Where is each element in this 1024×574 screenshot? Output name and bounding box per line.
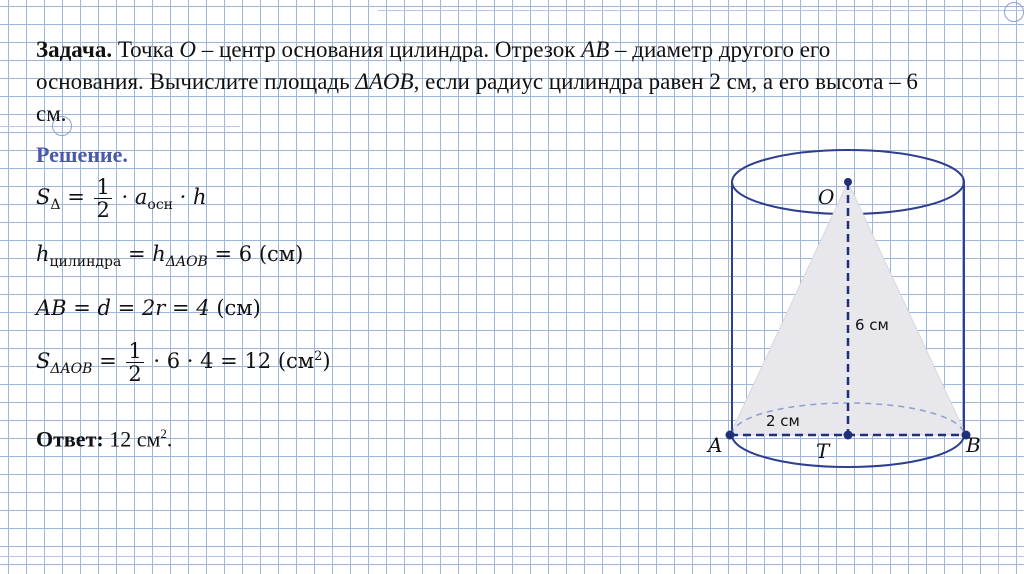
page-border-right xyxy=(998,0,999,574)
formula-unit: (см xyxy=(277,349,315,373)
formula-subscript: ΔAOB xyxy=(165,254,208,271)
formula-term: AB = d = 2r = 4 xyxy=(36,296,217,320)
formula-subscript: осн xyxy=(147,197,173,214)
task-triangle: ΔAOB xyxy=(355,69,414,94)
formula-term: · h xyxy=(173,185,207,209)
formula-subscript: цилиндра xyxy=(49,254,122,271)
formula-unit: (см) xyxy=(216,296,261,320)
task-text: , если радиус цилиндра равен 2 см, а его высота – 6 см. xyxy=(36,69,918,126)
formula-unit: ) xyxy=(322,349,331,373)
label-b: B xyxy=(966,433,981,457)
label-a: A xyxy=(708,433,723,457)
answer-value: 12 см xyxy=(103,426,161,452)
point-a xyxy=(726,431,735,440)
page-border-top xyxy=(378,10,1024,11)
point-o xyxy=(844,178,852,186)
task-label: Задача. xyxy=(36,37,113,62)
height-label: 6 см xyxy=(855,316,889,334)
formula-subscript: Δ xyxy=(50,197,61,214)
formula-term: · 6 · 4 = 12 xyxy=(146,349,278,373)
answer-line xyxy=(36,426,172,452)
radius-label: 2 см xyxy=(766,412,800,430)
formula-area-result xyxy=(36,340,331,385)
formula-term: = h xyxy=(121,242,166,266)
task-text: – диаметр другого его основания. Вычислите площадь xyxy=(36,37,831,94)
formula-term: · a xyxy=(114,185,148,209)
solution-title-dot: . xyxy=(122,142,128,167)
task-point-o: O xyxy=(179,37,197,62)
fraction-denominator: 2 xyxy=(128,362,142,386)
label-t: T xyxy=(816,439,830,463)
page-border-bottom xyxy=(0,556,1024,557)
solution-title-text: Решение xyxy=(36,142,123,167)
label-o: O xyxy=(818,185,835,209)
fraction-numerator: 1 xyxy=(96,175,110,199)
answer-dot: . xyxy=(166,426,173,452)
task-segment-ab: AB xyxy=(581,37,610,62)
cylinder-figure xyxy=(690,140,990,480)
solution-title xyxy=(36,142,128,168)
fraction-one-half xyxy=(126,340,143,385)
binder-ring-icon xyxy=(1004,2,1024,22)
formula-diameter xyxy=(36,296,261,320)
cylinder-bottom-front xyxy=(732,435,964,467)
fraction-denominator: 2 xyxy=(96,198,110,222)
task-text: Точка xyxy=(112,37,180,62)
answer-superscript: 2 xyxy=(160,426,167,441)
point-t xyxy=(844,431,853,440)
formula-area-general xyxy=(36,176,207,221)
formula-height xyxy=(36,242,303,270)
task-text: – центр основания цилиндра. Отрезок xyxy=(196,37,582,62)
formula-superscript: 2 xyxy=(314,349,323,364)
fraction-numerator: 1 xyxy=(128,339,142,363)
formula-operator: = xyxy=(92,349,124,373)
formula-unit: (см) xyxy=(258,242,304,266)
formula-operator: = xyxy=(60,185,92,209)
formula-symbol: S xyxy=(36,185,51,209)
formula-term: = 6 xyxy=(207,242,259,266)
task-statement xyxy=(36,34,936,130)
fraction-one-half xyxy=(94,176,111,221)
formula-symbol: S xyxy=(36,349,51,373)
formula-subscript: ΔAOB xyxy=(50,361,93,378)
formula-symbol: h xyxy=(36,242,50,266)
answer-label: Ответ: xyxy=(36,426,104,452)
